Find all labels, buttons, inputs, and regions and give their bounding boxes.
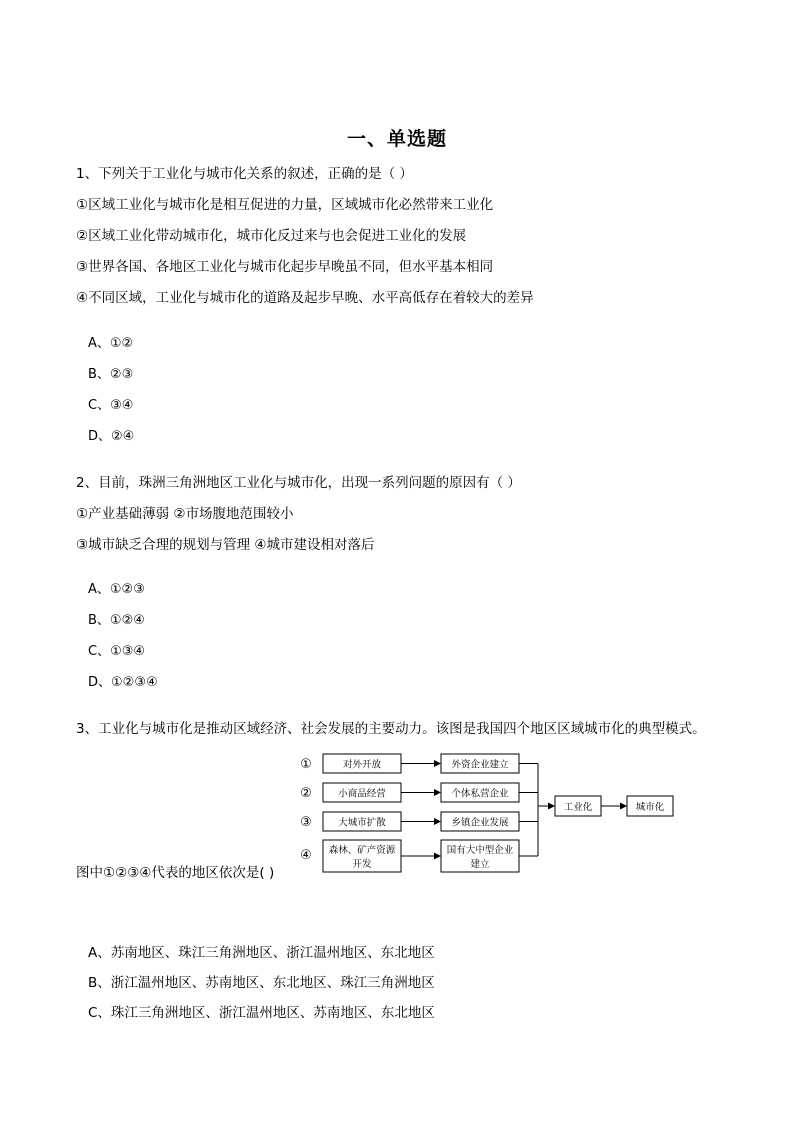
diagram-right-label-4-line-1: 国有大中型企业 <box>446 845 514 856</box>
q3-stem: 3、工业化与城市化是推动区域经济、社会发展的主要动力。该图是我国四个地区区域城市化的典型模式。 <box>76 721 706 737</box>
diagram-industrialization-label: 工业化 <box>563 802 593 813</box>
section-title: 一、单选题 <box>346 128 447 150</box>
q1-option-d[interactable]: D、②④ <box>88 429 135 444</box>
diagram-row-number-1: ① <box>300 757 312 772</box>
diagram-urbanization-label: 城市化 <box>635 802 665 813</box>
q2-statement-2: ③城市缺乏合理的规划与管理 ④城市建设相对落后 <box>76 537 375 553</box>
q2-option-a[interactable]: A、①②③ <box>88 582 145 597</box>
q1-option-a[interactable]: A、①② <box>88 336 134 351</box>
q1-statement-2: ②区域工业化带动城市化，城市化反过来与也会促进工业化的发展 <box>76 228 467 244</box>
q1-option-c[interactable]: C、③④ <box>88 398 134 413</box>
diagram-left-label-1: 对外开放 <box>342 759 382 771</box>
q3-option-b[interactable]: B、浙江温州地区、苏南地区、东北地区、珠江三角洲地区 <box>88 975 435 991</box>
diagram-row-number-4: ④ <box>300 848 312 863</box>
q1-statement-3: ③世界各国、各地区工业化与城市化起步早晚虽不同，但水平基本相同 <box>76 259 494 275</box>
q2-stem: 2、目前，珠洲三角洲地区工业化与城市化，出现一系列问题的原因有（ ） <box>76 475 521 491</box>
diagram-left-label-4-line-1: 森林、矿产资源 <box>328 845 396 856</box>
diagram-right-label-3: 乡镇企业发展 <box>451 817 509 829</box>
q1-stem: 1、下列关于工业化与城市化关系的叙述，正确的是（ ） <box>76 166 413 182</box>
urbanization-flow-diagram <box>290 748 690 878</box>
q2-option-c[interactable]: C、①③④ <box>88 644 146 659</box>
diagram-right-label-4-line-2: 建立 <box>470 859 490 870</box>
q2-option-d[interactable]: D、①②③④ <box>88 675 158 690</box>
diagram-left-label-4-line-2: 开发 <box>352 859 372 870</box>
q2-statement-1: ①产业基础薄弱 ②市场腹地范围较小 <box>76 506 294 522</box>
q3-option-c[interactable]: C、珠江三角洲地区、浙江温州地区、苏南地区、东北地区 <box>88 1005 435 1021</box>
q3-option-a[interactable]: A、苏南地区、珠江三角洲地区、浙江温州地区、东北地区 <box>88 945 435 961</box>
diagram-left-label-3: 大城市扩散 <box>338 817 386 829</box>
diagram-right-label-1: 外资企业建立 <box>451 759 509 771</box>
diagram-left-label-2: 小商品经营 <box>338 788 386 800</box>
q1-option-b[interactable]: B、②③ <box>88 367 134 382</box>
diagram-row-number-2: ② <box>300 786 312 801</box>
q3-question: 图中①②③④代表的地区依次是( ) <box>76 865 275 881</box>
diagram-right-label-2: 个体私营企业 <box>451 788 509 800</box>
q1-statement-4: ④不同区域，工业化与城市化的道路及起步早晚、水平高低存在着较大的差异 <box>76 290 534 306</box>
diagram-row-number-3: ③ <box>300 815 312 830</box>
q1-statement-1: ①区域工业化与城市化是相互促进的力量，区域城市化必然带来工业化 <box>76 197 494 213</box>
q2-option-b[interactable]: B、①②④ <box>88 613 145 628</box>
